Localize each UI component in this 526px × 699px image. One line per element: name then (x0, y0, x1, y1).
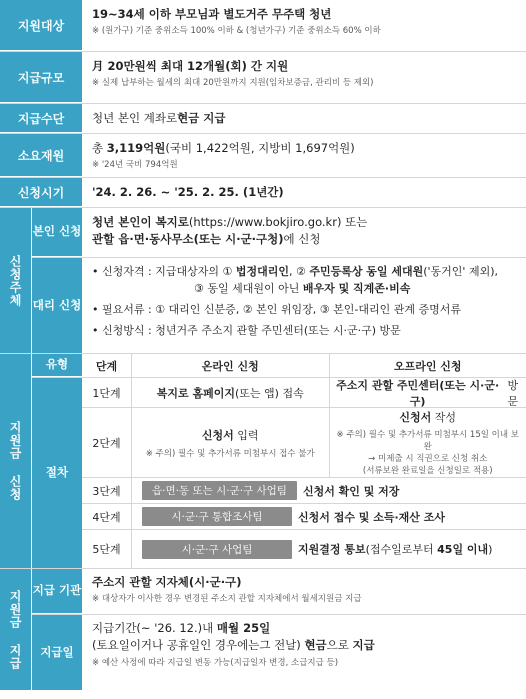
row-target (0, 0, 526, 52)
pay-agency: 지급 기관 주소지 관할 지자체(시·군·구) ※ 대상자가 이사한 경우 변경된 주소지 관할 지자체에서 월세지원금 지급 (32, 569, 526, 615)
proxy-apply: 대리 신청 • 신청자격 : 지급대상자의 ① 법정대리인, ② 주민등록상 동일 세대원('동거인' 제외), ③ 동일 세대원이 아닌 배우자 및 직계존·비속 • 필요서류 : ① 대리인 신분증, ② 본인 위임장, ③ 본인-대리인 관계 증명서류 • 신청방식 : 청년거주 주소지 관할 주민센터(또는 시·군·구) 방문 (32, 258, 526, 353)
target-main: 19~34세 이하 부모님과 별도거주 무주택 청년 (92, 7, 332, 21)
self-apply: 본인 신청 청년 본인이 복지로(https://www.bokjiro.go.kr) 또는 관할 읍·면·동사무소(또는 시·군·구청)에 신청 (32, 208, 526, 258)
row-head-period: 신청시기 (0, 178, 82, 207)
row-head-budget: 소요재원 (0, 134, 82, 177)
row-head-scale: 지급규모 (0, 52, 82, 103)
scale-note: ※ 실제 납부하는 월세의 최대 20만원까지 지원(임차보증금, 관리비 등 제외) (92, 78, 374, 89)
row-head-method: 지급수단 (0, 104, 82, 133)
section-pay (0, 569, 526, 690)
section-head-review: 지원금 신청 (0, 354, 32, 568)
section-head-pay: 지원금 지급 (0, 569, 32, 690)
proc-step-2: 2단계 신청서 입력 ※ 주의) 필수 및 추가서류 미첨부시 접수 불가 신청서 작성 ※ 주의) 필수 및 추가서류 미첨부시 15일 이내 보완 → 미제출 시 직권으로 신청 취소 (서류보완 완료일을 신청일로 적용) (82, 408, 526, 478)
scale-main: 月 20만원씩 최대 12개월(회) 간 지원 (92, 59, 289, 73)
proc-step-5: 5단계 시·군·구 사업팀 지원결정 통보(접수일로부터 45일 이내) (82, 530, 526, 568)
proc-step-1: 1단계 복지로 홈페이지 (또는 앱) 접속 주소지 관할 주민센터(또는 시·군·구) 방문 (82, 378, 526, 408)
row-budget: 소요재원 총 3,119억원(국비 1,422억원, 지방비 1,697억원) ※ '24년 국비 794억원 (0, 134, 526, 178)
type-head: 유형 (32, 354, 82, 377)
section-head-applicant: 신청주체 (0, 208, 32, 353)
section-review: 지원금 신청 유형 단계 온라인 신청 오프라인 신청 절차 1단계 복지로 홈페이지 (또는 앱) 접속 주소지 관할 주민센터(또는 시·군·구) 방문 2단계 신청서 입력 ※ 주의) 필수 및 추가서류 미첨부시 접수 불가 신청서 작성 ※ 주의) 필수 및 추가서류 미첨부시 15일 이내 보완 → 미제출 시 직권으로 신청 취소 (서류보완 완료일을 신청일로 적용) 3단계 읍·면·동 또는 시·군·구 사업팀 신청서 확인 및 저장 4단계 시·군·구 통합조사팀 신청서 접수 및 소득·재산 조사 5단계 시·군·구 사업팀 지원결정 통보(접수일로부터 45일 이내) (0, 354, 526, 569)
proxy-apply-head: 대리 신청 (32, 258, 82, 353)
proc-step-3: 3단계 읍·면·동 또는 시·군·구 사업팀 신청서 확인 및 저장 (82, 478, 526, 504)
target-note: ※ (원가구) 기준 중위소득 100% 이하 & (청년가구) 기준 중위소득 60% 이하 (92, 26, 381, 37)
row-method: 지급수단 청년 본인 계좌로 현금 지급 (0, 104, 526, 134)
self-apply-head: 본인 신청 (32, 208, 82, 257)
proc-head: 절차 (32, 378, 82, 568)
row-scale (0, 52, 526, 104)
section-applicant (0, 208, 526, 354)
proc-step-4: 4단계 시·군·구 통합조사팀 신청서 접수 및 소득·재산 조사 (82, 504, 526, 530)
row-head-target: 지원대상 (0, 0, 82, 51)
row-period: 신청시기 '24. 2. 26. ~ '25. 2. 25. (1년간) (0, 178, 526, 208)
pay-date: 지급일 지급기간(~ '26. 12.)내 매월 25일 (토요일이거나 공휴일인 경우에는그 전날) 현금으로 지급 ※ 예산 사정에 따라 지급일 변동 가능(지급일자 변경, 소급지급 등) (32, 615, 526, 690)
